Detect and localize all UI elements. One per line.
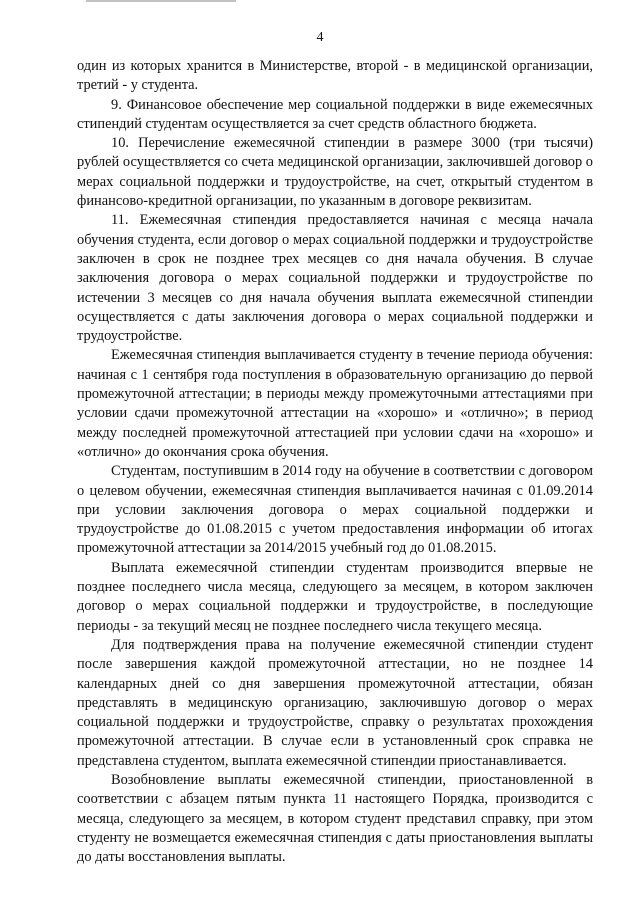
paragraph-item-11: 11. Ежемесячная стипендия предоставляется начиная с месяца начала обучения студента, если договор о мерах социальной поддержки и трудоустройстве заключен в срок не позднее трех месяцев со дня начала обучения. В случае заключения договора о мерах социальной поддержки и трудоустройстве по истечении 3 месяцев со дня начала обучения выплата ежемесячной стипендии осуществляется с даты заключения договора о мерах социальной поддержки и трудоустройстве. [77, 212, 593, 345]
paragraph-item-10: 10. Перечисление ежемесячной стипендии в размере 3000 (три тысячи) рублей осуществляется со счета медицинской организации, заключившей договор о мерах социальной поддержки и трудоустройстве, на счет, открытый студентом в финансово-кредитной организации, по указанным в договоре реквизитам. [77, 135, 593, 210]
paragraph-continuation: один из которых хранится в Министерстве, второй - в медицинской организации, третий - у студента. [77, 58, 593, 94]
scan-edge-mark [86, 0, 236, 7]
paragraph-item-9: 9. Финансовое обеспечение мер социальной поддержки в виде ежемесячных стипендий студентам осуществляется за счет средств областного бюджета. [77, 96, 593, 132]
document-body [77, 57, 593, 867]
paragraph-students-2014: Студентам, поступившим в 2014 году на обучение в соответствии с договором о целевом обучении, ежемесячная стипендия выплачивается начиная с 01.09.2014 при условии заключения договора о мерах социальной поддержки и трудоустройстве до 01.08.2015 с учетом предоставления информации об итогах промежуточной аттестации за 2014/2015 учебный год до 01.08.2015. [77, 463, 593, 557]
page-number: 4 [316, 30, 324, 45]
paragraph-stipend-period: Ежемесячная стипендия выплачивается студенту в течение периода обучения: начиная с 1 сентября года поступления в образовательную организацию до первой промежуточной аттестации; в периоды между промежуточными аттестациями при условии сдачи промежуточной аттестации на «хорошо» и «отлично»; в период между последней промежуточной аттестацией при условии сдачи на «хорошо» и «отлично» до окончания срока обучения. [77, 347, 593, 460]
paragraph-confirmation: Для подтверждения права на получение ежемесячной стипендии студент после завершения каждой промежуточной аттестации, но не позднее 14 календарных дней со дня завершения промежуточной аттестации, обязан представлять в медицинскую организацию, заключившую договор о мерах социальной поддержки и трудоустройстве, справку о результатах прохождения промежуточной аттестации. В случае если в установленный срок справка не представлена студентом, выплата ежемесячной стипендии приостанавливается. [77, 636, 593, 769]
paragraph-resumption: Возобновление выплаты ежемесячной стипендии, приостановленной в соответствии с абзацем пятым пункта 11 настоящего Порядка, производится с месяца, следующего за месяцем, в котором студент представил справку, при этом студенту не возмещается ежемесячная стипендия с даты приостановления выплаты до даты восстановления выплаты. [77, 771, 593, 866]
paragraph-payment-timing: Выплата ежемесячной стипендии студентам производится впервые не позднее последнего числа месяца, следующего за месяцем, в котором заключен договор о мерах социальной поддержки и трудоустройстве, в последующие периоды - за текущий месяц не позднее последнего числа текущего месяца. [77, 559, 593, 634]
